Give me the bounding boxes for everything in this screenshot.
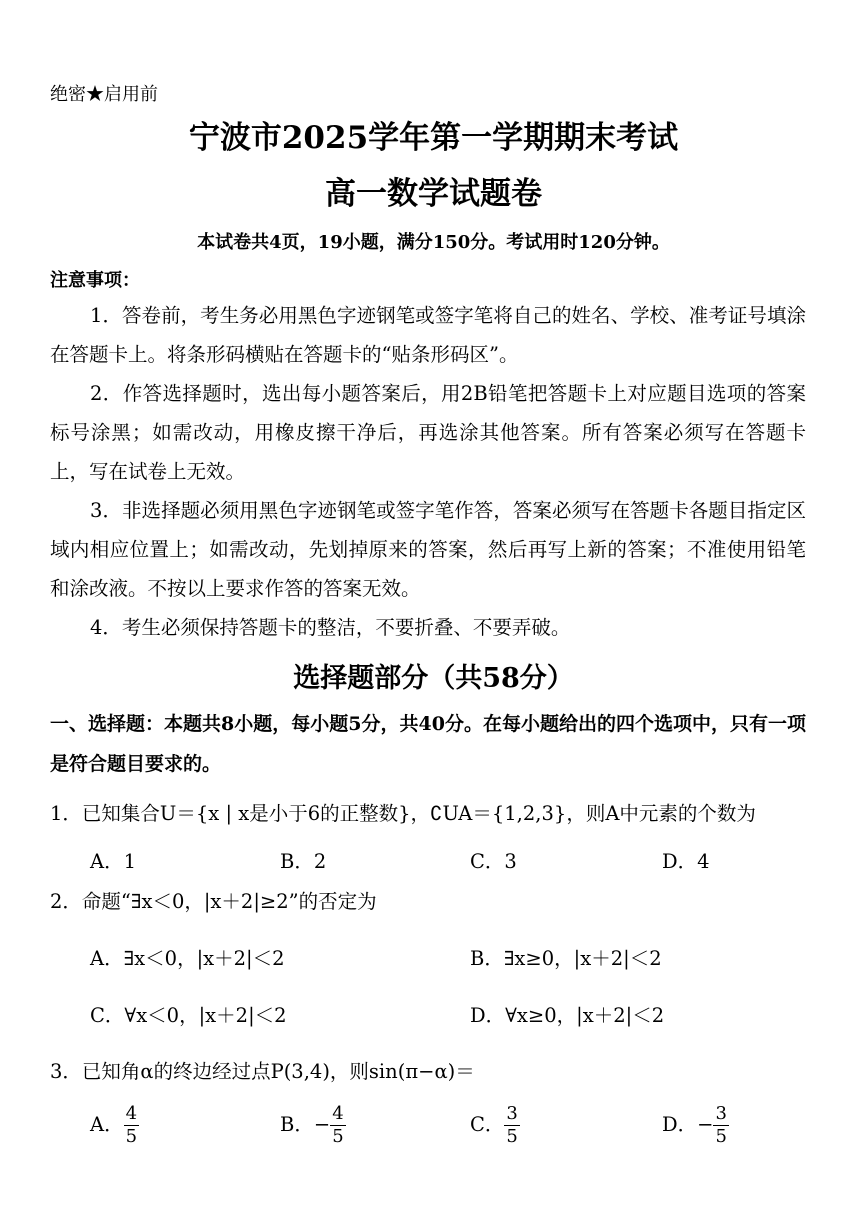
q3-b-sign: − bbox=[313, 1113, 331, 1136]
notice-item-4: 4．考生必须保持答题卡的整洁，不要折叠、不要弄破。 bbox=[90, 616, 571, 639]
q3-b-numerator: 4 bbox=[332, 1103, 344, 1124]
q3-d-sign: − bbox=[697, 1113, 714, 1136]
part-description: 一、选择题：本题共8小题，每小题5分，共40分。在每小题给出的四个选项中，只有一项是符合题目要求的。 bbox=[50, 713, 806, 775]
q2-option-a: A．∃x＜0，|x＋2|＜2 bbox=[90, 947, 285, 970]
notice-item-1: 1．答卷前，考生务必用黑色字迹钢笔或签字笔将自己的姓名、学校、准考证号填涂在答题卡上。将条形码横贴在答题卡的“贴条形码区”。 bbox=[50, 304, 806, 366]
exam-subtitle: 高一数学试题卷 bbox=[325, 176, 542, 212]
notice-item-3: 3．非选择题必须用黑色字迹钢笔或签字笔作答，答案必须写在答题卡各题目指定区域内相应位置上；如需改动，先划掉原来的答案，然后再写上新的答案；不准使用铅笔和涂改液。不按以上要求作答的答案无效。 bbox=[50, 499, 806, 600]
q3-d-label: D． bbox=[662, 1113, 698, 1136]
q1-option-a: A．1 bbox=[90, 850, 136, 873]
q3-option-b bbox=[280, 1103, 346, 1148]
question-1-stem bbox=[50, 798, 756, 826]
exam-title: 宁波市2025学年第一学期期末考试 bbox=[188, 120, 679, 156]
q1-suffix: ，则A中元素的个数为 bbox=[566, 802, 756, 825]
q3-c-numerator: 3 bbox=[506, 1103, 518, 1124]
q3-a-denominator: 5 bbox=[125, 1126, 138, 1147]
q1-set-u: U＝{x | x是小于6的正整数} bbox=[159, 802, 411, 825]
question-2-stem: 2．命题“∃x＜0，|x＋2|≥2”的否定为 bbox=[50, 890, 377, 913]
q1-prefix: 1．已知集合 bbox=[50, 802, 160, 825]
q3-option-a bbox=[90, 1103, 139, 1148]
q3-a-numerator: 4 bbox=[125, 1103, 138, 1124]
q1-option-c: C．3 bbox=[470, 850, 517, 873]
q3-c-label: C． bbox=[470, 1113, 505, 1136]
q1-option-b: B．2 bbox=[280, 850, 327, 873]
q2-option-d: D．∀x≥0，|x＋2|＜2 bbox=[470, 1004, 665, 1027]
question-3-stem: 3．已知角α的终边经过点P(3,4)，则sin(π−α)＝ bbox=[50, 1060, 475, 1083]
exam-info: 本试卷共4页，19小题，满分150分。考试用时120分钟。 bbox=[197, 232, 670, 253]
q2-option-b: B．∃x≥0，|x＋2|＜2 bbox=[470, 947, 662, 970]
q3-b-denominator: 5 bbox=[332, 1126, 344, 1147]
q3-d-fraction bbox=[713, 1103, 728, 1148]
q2-option-c: C．∀x＜0，|x＋2|＜2 bbox=[90, 1004, 287, 1027]
q1-complement: ，∁UA＝{1,2,3} bbox=[410, 802, 567, 825]
q3-c-fraction bbox=[504, 1103, 519, 1148]
q3-d-numerator: 3 bbox=[715, 1103, 727, 1124]
section-title: 选择题部分（共58分） bbox=[293, 663, 574, 694]
q3-a-label: A． bbox=[90, 1113, 124, 1136]
q3-b-label: B． bbox=[280, 1113, 314, 1136]
q3-a-fraction bbox=[124, 1103, 139, 1148]
q3-c-denominator: 5 bbox=[506, 1126, 518, 1147]
q1-option-d: D．4 bbox=[662, 850, 710, 873]
q3-option-d bbox=[662, 1103, 729, 1148]
confidential-mark: 绝密★启用前 bbox=[50, 84, 158, 105]
notice-item-2: 2．作答选择题时，选出每小题答案后，用2B铅笔把答题卡上对应题目选项的答案标号涂黑；如需改动，用橡皮擦干净后，再选涂其他答案。所有答案必须写在答题卡上，写在试卷上无效。 bbox=[50, 382, 806, 483]
q3-option-c bbox=[470, 1103, 520, 1148]
notice-heading: 注意事项： bbox=[50, 270, 140, 291]
q3-d-denominator: 5 bbox=[715, 1126, 727, 1147]
q3-b-fraction bbox=[330, 1103, 345, 1148]
